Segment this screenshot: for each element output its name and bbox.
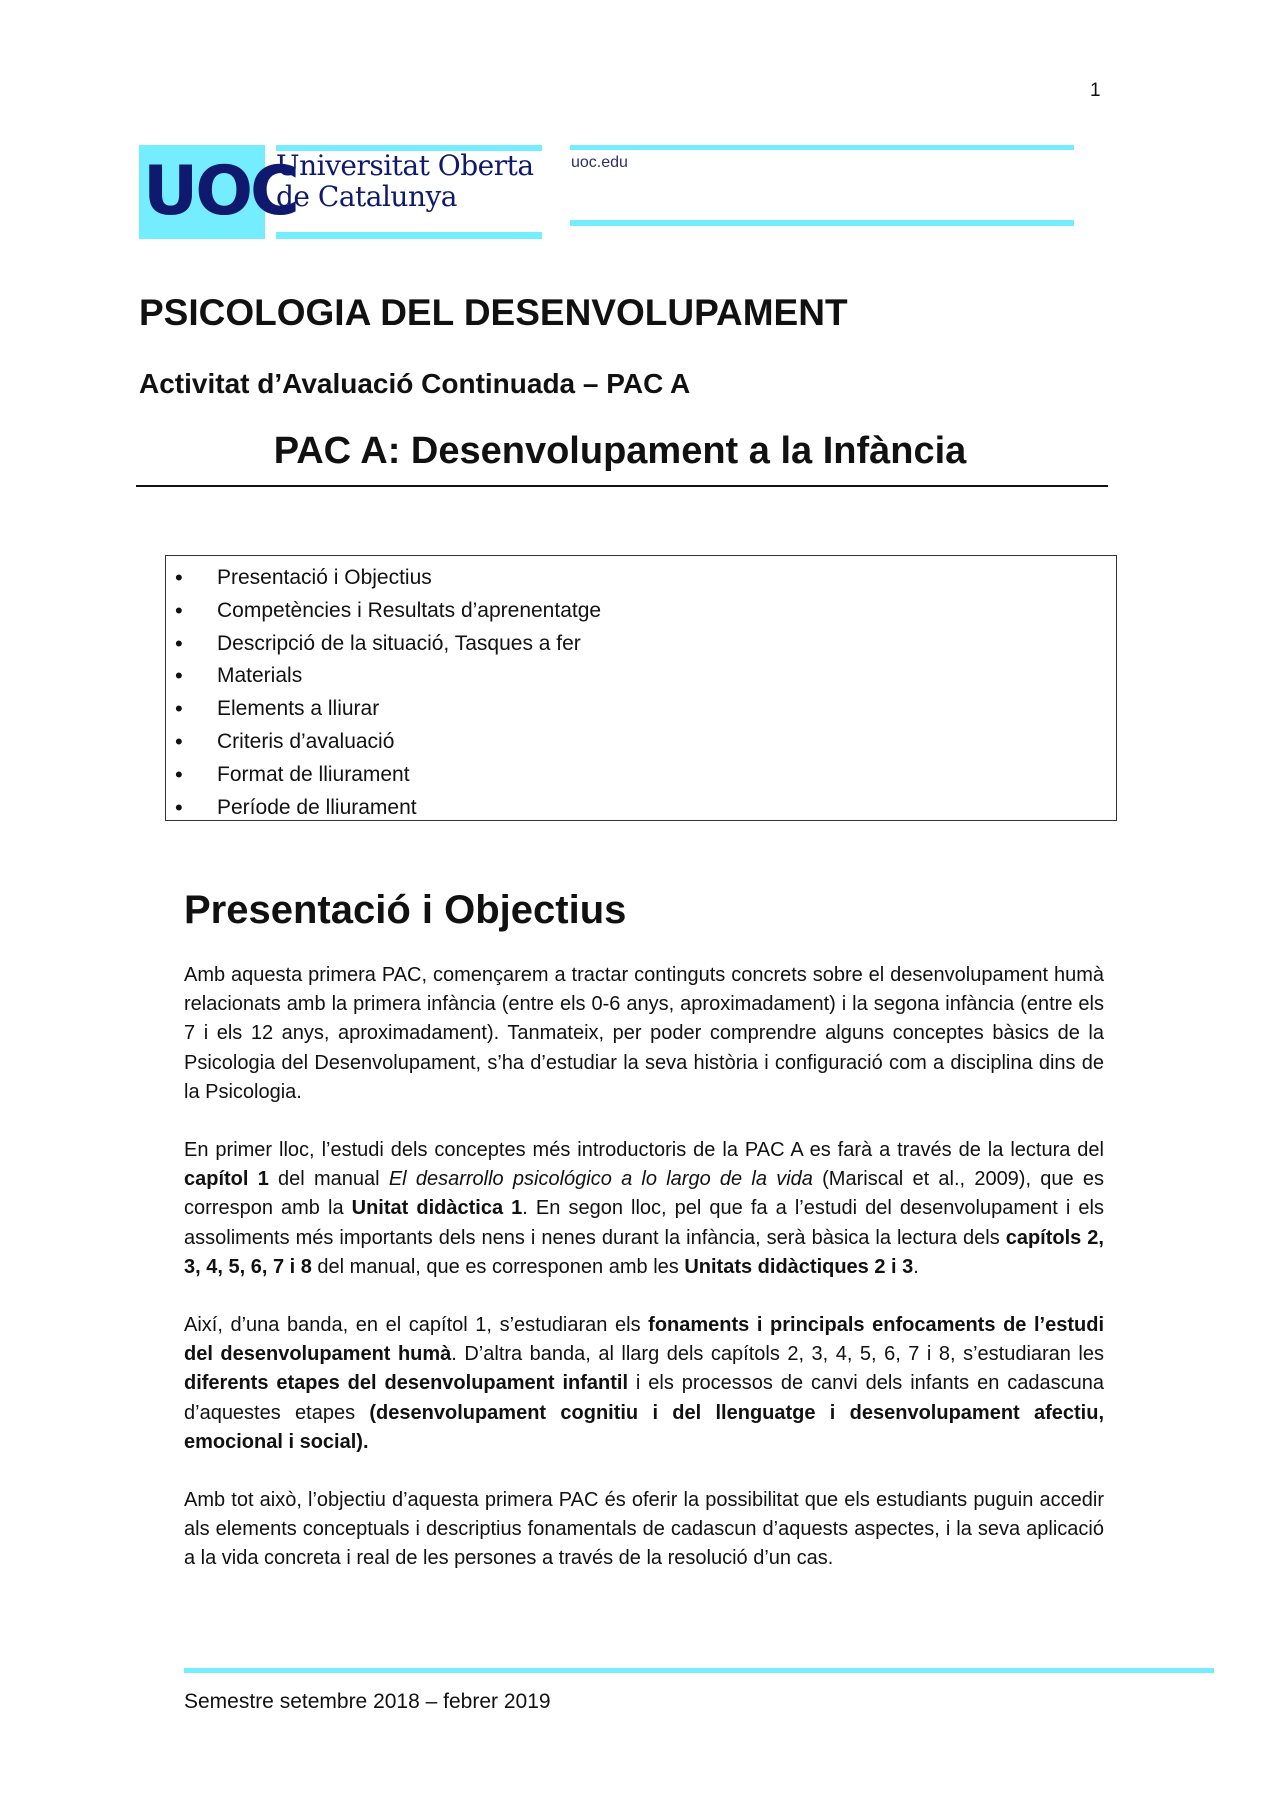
- uoc-logo-letters: UOC: [143, 152, 297, 231]
- text-run: i els processos de canvi dels infants en cadascuna d’aquestes etapes: [184, 1372, 1104, 1424]
- title-rule: [136, 485, 1108, 487]
- manual-title: El desarrollo psicológico a lo largo de la vida: [388, 1168, 813, 1191]
- text-run: Així, d’una banda, en el capítol 1, s’estudiaran els: [184, 1314, 649, 1336]
- university-name: [276, 150, 546, 212]
- table-of-contents: [165, 555, 1117, 821]
- page-number: 1: [1090, 80, 1101, 101]
- text-run: del manual, que es corresponen amb les: [311, 1255, 685, 1278]
- university-name-line2: de Catalunya: [276, 180, 457, 213]
- paragraph-readings: [184, 1136, 1104, 1282]
- toc-item: • Criteris d’avaluació: [166, 726, 601, 759]
- text-run: . En segon lloc, pel que fa a l’estudi del desenvolupament i els assoliments més importants dels nens i nenes durant la infància, serà bàsica la lectura dels: [184, 1197, 1104, 1249]
- section-heading: Presentació i Objectius: [184, 888, 627, 932]
- text-run: (Mariscal et al., 2009), que es correspon amb la: [184, 1168, 1104, 1220]
- bold-text: diferents etapes del desenvolupament infantil: [184, 1372, 628, 1395]
- paragraph-objective: Amb tot això, l’objectiu d’aquesta primera PAC és oferir la possibilitat que els estudiants puguin accedir als elements conceptuals i descriptius fonamentals de cadascun d’aquests aspectes, i la seva aplicació a la vida concreta i real de les persones a través de la resolució d’un cas.: [184, 1489, 1104, 1570]
- course-title: PSICOLOGIA DEL DESENVOLUPAMENT: [139, 292, 848, 333]
- bold-text: fonaments i principals enfocaments de l’estudi del desenvolupament humà: [184, 1314, 1105, 1366]
- bold-text: capítol 1: [184, 1168, 269, 1191]
- uoc-logo: [139, 145, 297, 239]
- site-url: uoc.edu: [571, 154, 628, 171]
- toc-item: • Elements a lliurar: [166, 693, 601, 726]
- logo-bar-bottom: [276, 232, 542, 239]
- university-name-line1: Universitat Oberta: [276, 149, 534, 182]
- footer-rule: [184, 1668, 1214, 1673]
- toc-item: • Presentació i Objectius: [166, 562, 601, 595]
- toc-item: • Competències i Resultats d’aprenentatge: [166, 595, 601, 628]
- bold-text: capítols 2, 3, 4, 5, 6, 7 i 8: [184, 1226, 1104, 1278]
- toc-item: • Materials: [166, 660, 601, 693]
- toc-item: • Descripció de la situació, Tasques a fer: [166, 628, 601, 661]
- paragraph-chapters: [184, 1311, 1104, 1457]
- toc-item: • Període de lliurament: [166, 792, 601, 825]
- toc-list: [166, 562, 601, 824]
- site-bar-bottom: [570, 220, 1074, 226]
- toc-item: • Format de lliurament: [166, 759, 601, 792]
- bold-text: Unitat didàctica 1: [351, 1197, 523, 1220]
- text-run: .: [913, 1255, 919, 1278]
- paragraph-intro: Amb aquesta primera PAC, començarem a tractar continguts concrets sobre el desenvolupament humà relacionats amb la primera infància (entre els 0-6 anys, aproximadament) i la segona infància (entre els 7 i els 12 anys, aproximadament). Tanmateix, per poder comprendre alguns conceptes bàsics de la Psicologia del Desenvolupament, s’ha d’estudiar la seva història i configuració com a disciplina dins de la Psicologia.: [184, 964, 1104, 1103]
- footer-semester: Semestre setembre 2018 – febrer 2019: [184, 1690, 551, 1713]
- pac-title: PAC A: Desenvolupament a la Infància: [273, 430, 967, 472]
- bold-text: Unitats didàctiques 2 i 3: [684, 1255, 914, 1278]
- text-run: En primer lloc, l’estudi dels conceptes més introductoris de la PAC A es farà a través de la lectura del: [184, 1139, 1104, 1161]
- site-bar-top: [570, 145, 1074, 150]
- text-run: del manual: [268, 1168, 389, 1191]
- activity-subtitle: Activitat d’Avaluació Continuada – PAC A: [139, 368, 691, 399]
- text-run: . D’altra banda, al llarg dels capítols 2, 3, 4, 5, 6, 7 i 8, s’estudiaran les: [451, 1343, 1104, 1366]
- bold-text: (desenvolupament cognitiu i del llenguatge i desenvolupament afectiu, emocional i social).: [184, 1401, 1105, 1453]
